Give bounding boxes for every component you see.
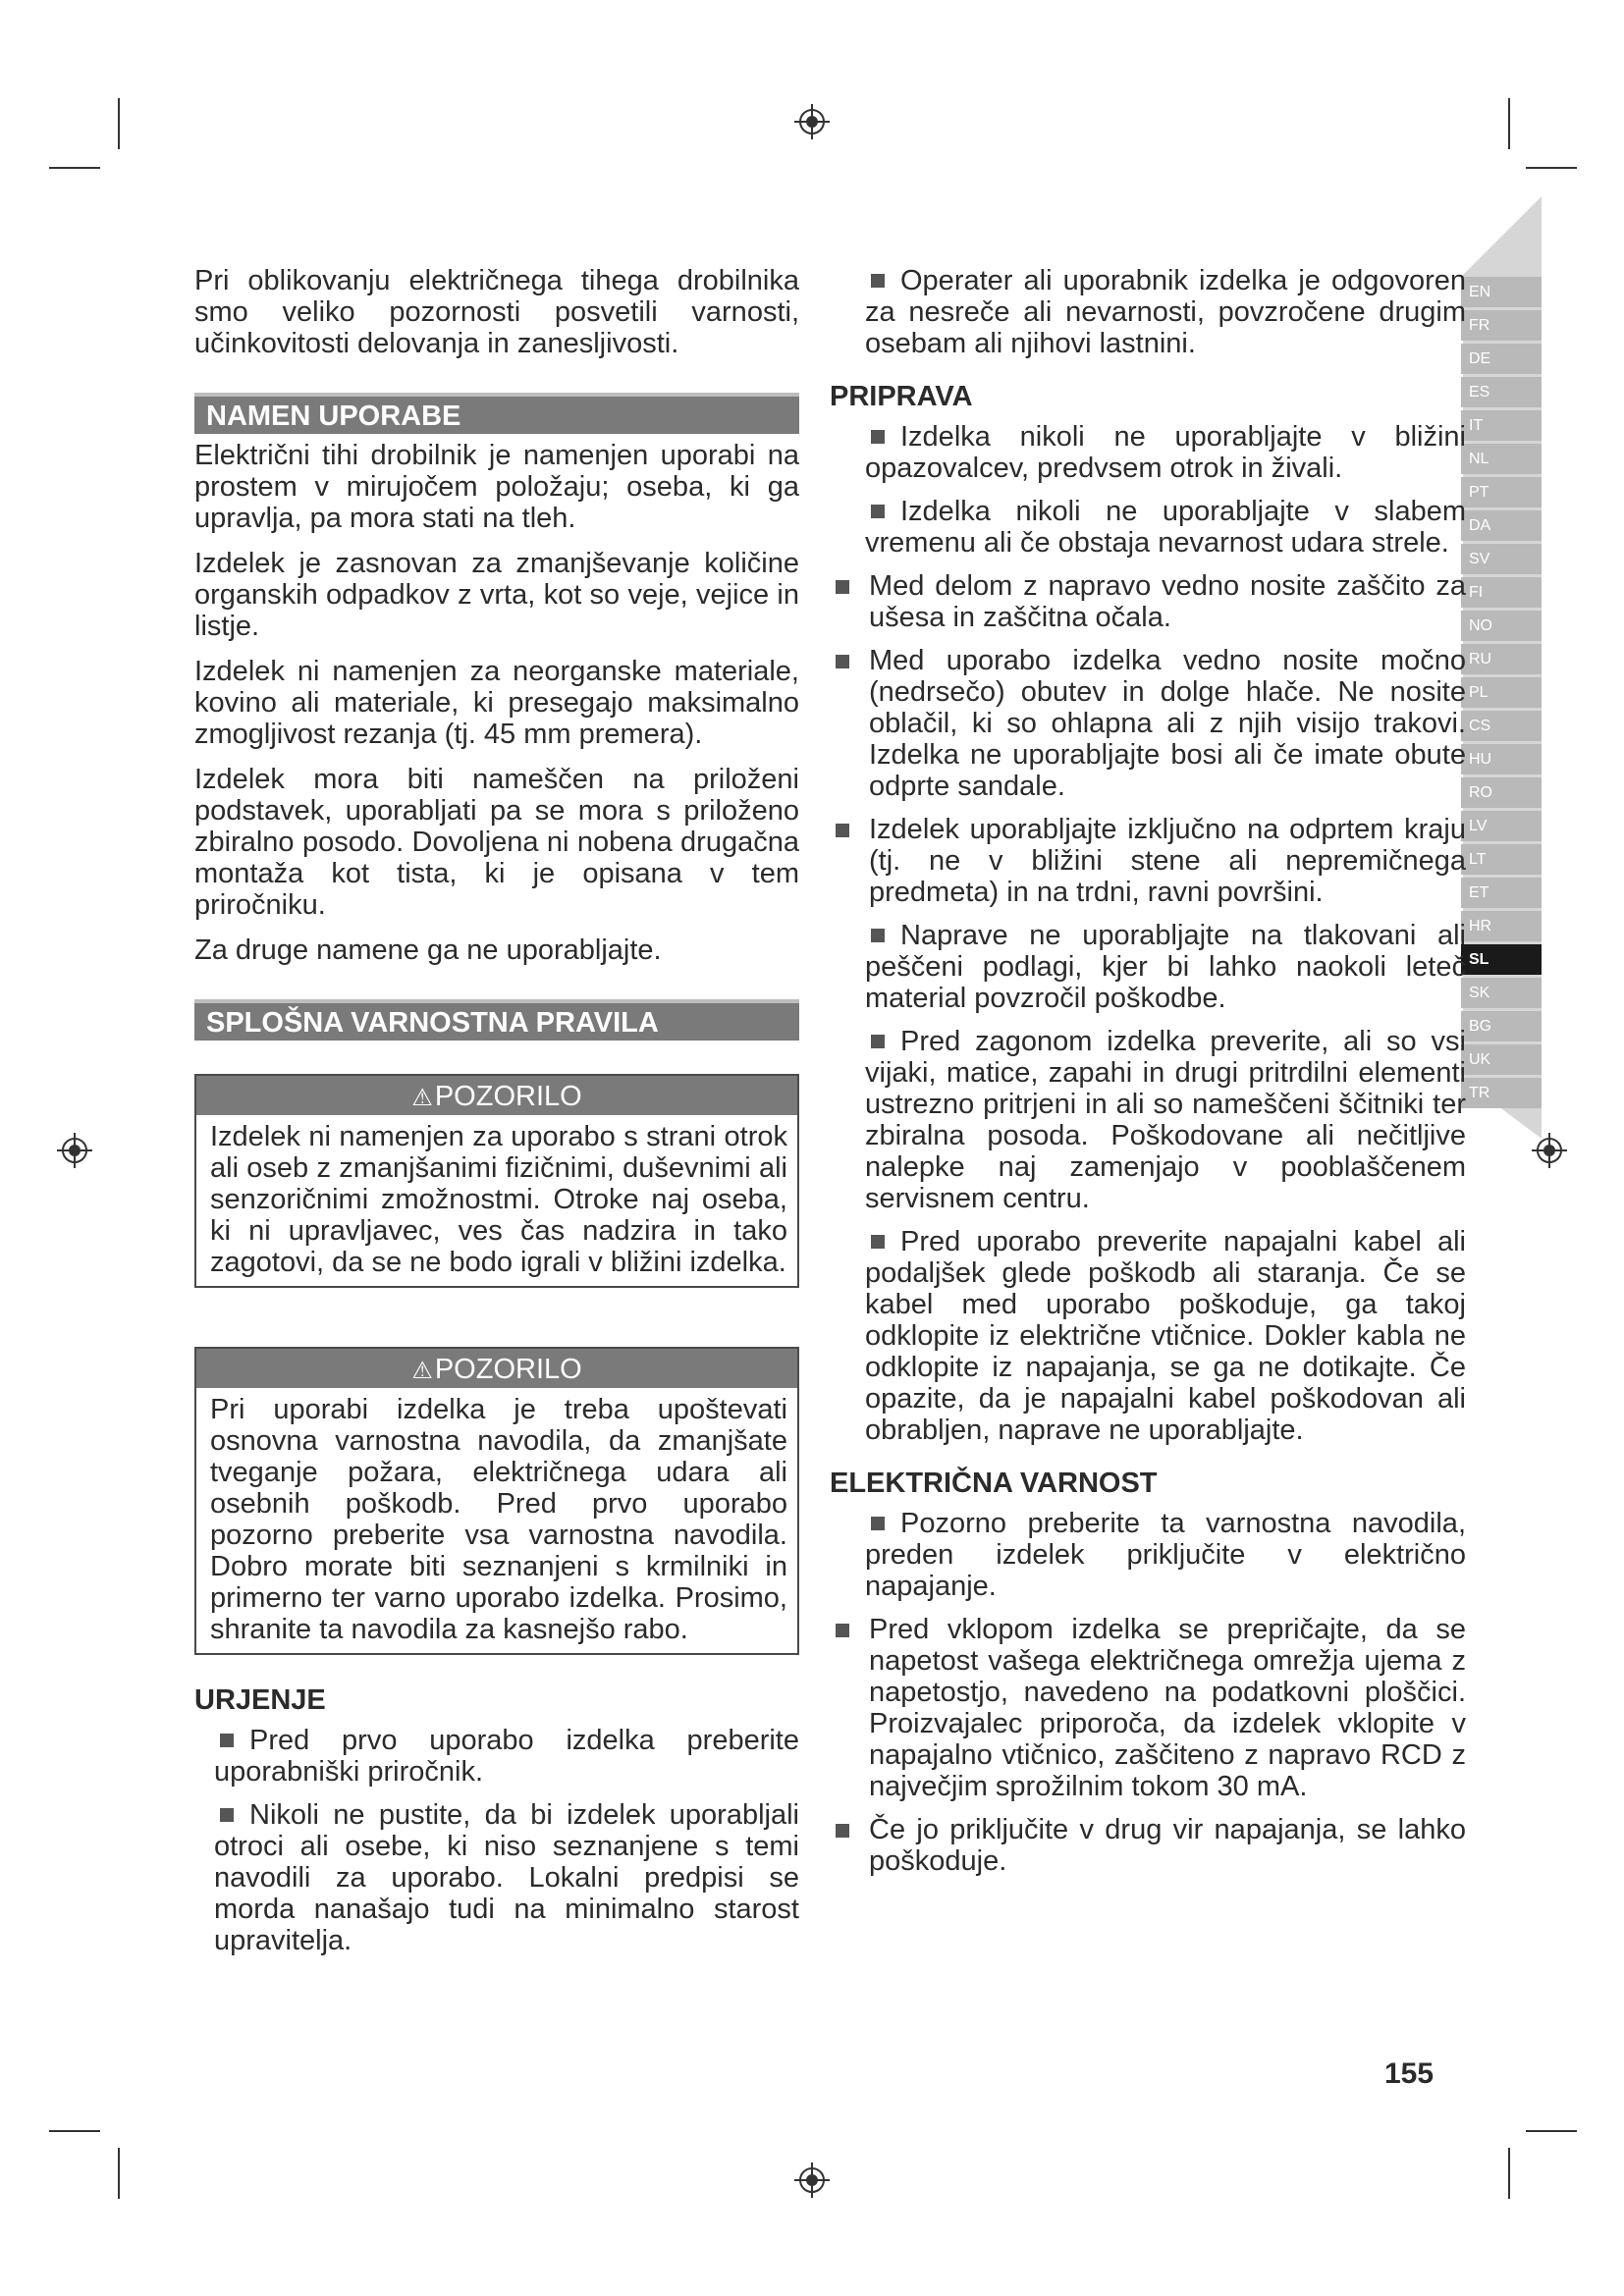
language-tab-sk[interactable]: SK <box>1461 978 1542 1008</box>
urjenje-heading: URJENJE <box>194 1684 326 1716</box>
page-number: 155 <box>1384 2057 1435 2090</box>
elektricna-varnost-heading: ELEKTRIČNA VARNOST <box>830 1468 1158 1499</box>
language-tab-hu[interactable]: HU <box>1461 744 1542 774</box>
language-tab-cs[interactable]: CS <box>1461 711 1542 741</box>
bullet-square-icon <box>836 1824 849 1838</box>
bullet-square-icon <box>220 1808 234 1822</box>
language-tab-uk[interactable]: UK <box>1461 1044 1542 1075</box>
bullet-square-icon <box>871 929 885 942</box>
language-tab-pt[interactable]: PT <box>1461 477 1542 507</box>
namen-uporabe-heading: NAMEN UPORABE <box>194 393 799 434</box>
language-tab-tr[interactable]: TR <box>1461 1078 1542 1108</box>
list-item: Če jo priključite v drug vir napajanja, se lahko poškoduje. <box>830 1814 1466 1877</box>
warning-box <box>194 1074 799 1288</box>
left-column <box>194 265 799 1968</box>
crop-mark <box>1508 98 1510 149</box>
language-tab-de[interactable]: DE <box>1461 344 1542 374</box>
warning-title: POZORILO <box>434 1354 582 1385</box>
paragraph: Električni tihi drobilnik je namenjen uporabi na prostem v mirujočem položaju; oseba, ki ga upravlja, pa mora stati na tleh. <box>194 440 799 534</box>
splosna-pravila-heading: SPLOŠNA VARNOSTNA PRAVILA <box>194 999 799 1041</box>
bullet-square-icon <box>871 274 885 288</box>
intro-paragraph: Pri oblikovanju električnega tihega drobilnika smo veliko pozornosti posvetili varnosti, učinkovitosti delovanja in zanesljivosti. <box>194 265 799 359</box>
crop-mark <box>49 2130 100 2132</box>
warning-title: POZORILO <box>434 1081 582 1112</box>
bullet-square-icon <box>871 430 885 444</box>
language-tab-fr[interactable]: FR <box>1461 310 1542 341</box>
list-item: Izdelka nikoli ne uporabljajte v bližini opazovalcev, predvsem otrok in živali. <box>865 421 1466 484</box>
bullet-square-icon <box>871 1035 885 1048</box>
language-tab-sl[interactable]: SL <box>1461 944 1542 975</box>
crop-mark <box>1526 167 1577 169</box>
bullet-square-icon <box>836 655 849 668</box>
bullet-square-icon <box>871 505 885 518</box>
warning-triangle-icon: ⚠ <box>411 1358 433 1384</box>
warning-text: Izdelek ni namenjen za uporabo s strani otrok ali oseb z zmanjšanimi fizičnimi, duševnimi ali senzoričnimi zmožnostmi. Otroke naj oseba, ki ni upravljavec, ves čas nadzira in tako zagotovi, da se ne bodo igrali v bližini izdelka. <box>210 1121 787 1278</box>
language-tab-sv[interactable]: SV <box>1461 544 1542 574</box>
language-tab-lt[interactable]: LT <box>1461 844 1542 875</box>
crop-mark <box>118 2148 120 2199</box>
language-tab-pl[interactable]: PL <box>1461 677 1542 708</box>
registration-mark-icon <box>792 102 832 141</box>
crop-mark <box>49 167 100 169</box>
list-item: Pred prvo uporabo izdelka preberite uporabniški priročnik. <box>214 1725 799 1788</box>
list-item: Operater ali uporabnik izdelka je odgovoren za nesreče ali nevarnosti, povzročene drugim osebam ali njihovi lastnini. <box>865 265 1466 359</box>
language-tab-da[interactable]: DA <box>1461 510 1542 541</box>
language-tab-es[interactable]: ES <box>1461 377 1542 407</box>
language-tab-en[interactable]: EN <box>1461 277 1542 307</box>
list-item: Med delom z napravo vedno nosite zaščito za ušesa in zaščitna očala. <box>830 570 1466 633</box>
list-item: Izdelek uporabljajte izključno na odprtem kraju (tj. ne v bližini stene ali nepremičnega predmeta) in na trdni, ravni površini. <box>830 814 1466 908</box>
crop-mark <box>118 98 120 149</box>
registration-mark-icon <box>792 2161 832 2200</box>
list-item: Pred uporabo preverite napajalni kabel ali podaljšek glede poškodb ali staranja. Če se kabel med uporabo poškoduje, ga takoj odklopite iz električne vtičnice. Dokler kabla ne odklopite iz napajanja, se ga ne dotikajte. Če opazite, da je napajalni kabel poškodovan ali obrabljen, naprave ne uporabljajte. <box>865 1226 1466 1446</box>
language-tabs <box>1461 277 1542 1111</box>
bullet-square-icon <box>871 1235 885 1249</box>
list-item: Naprave ne uporabljajte na tlakovani ali peščeni podlagi, kjer bi lahko naokoli leteč material povzročil poškodbe. <box>865 920 1466 1014</box>
language-tab-fi[interactable]: FI <box>1461 577 1542 608</box>
language-tab-ru[interactable]: RU <box>1461 644 1542 674</box>
paragraph: Za druge namene ga ne uporabljajte. <box>194 934 662 966</box>
registration-mark-icon <box>55 1131 94 1170</box>
warning-triangle-icon: ⚠ <box>411 1085 433 1111</box>
paragraph: Izdelek je zasnovan za zmanjševanje količine organskih odpadkov z vrta, kot so veje, vejice in listje. <box>194 548 799 642</box>
bullet-square-icon <box>836 824 849 837</box>
bullet-square-icon <box>836 1624 849 1637</box>
language-tab-ro[interactable]: RO <box>1461 777 1542 808</box>
warning-header <box>196 1349 797 1388</box>
language-tab-hr[interactable]: HR <box>1461 911 1542 941</box>
paragraph: Izdelek ni namenjen za neorganske materiale, kovino ali materiale, ki presegajo maksimalno zmogljivost rezanja (tj. 45 mm premera). <box>194 656 799 750</box>
warning-text: Pri uporabi izdelka je treba upoštevati osnovna varnostna navodila, da zmanjšate tveganje požara, električnega udara ali osebnih poškodb. Pred prvo uporabo pozorno preberite vsa varnostna navodila. Dobro morate biti seznanjeni s krmilniki in primerno ter varno uporabo izdelka. Prosimo, shranite ta navodila za kasnejšo rabo. <box>210 1394 787 1645</box>
list-item: Izdelka nikoli ne uporabljajte v slabem vremenu ali če obstaja nevarnost udara strele. <box>865 496 1466 559</box>
bullet-square-icon <box>220 1734 234 1747</box>
list-item: Pozorno preberite ta varnostna navodila, preden izdelek priključite v električno napajanje. <box>865 1508 1466 1602</box>
language-tab-it[interactable]: IT <box>1461 410 1542 441</box>
right-column <box>830 265 1466 1889</box>
language-tab-bg[interactable]: BG <box>1461 1011 1542 1041</box>
language-tab-lv[interactable]: LV <box>1461 811 1542 841</box>
language-tab-et[interactable]: ET <box>1461 878 1542 908</box>
warning-box <box>194 1347 799 1655</box>
language-tab-no[interactable]: NO <box>1461 611 1542 641</box>
list-item: Pred zagonom izdelka preverite, ali so vsi vijaki, matice, zapahi in drugi pritrdilni elementi ustrezno pritrjeni in ali so nameščeni ščitniki ter zbiralna posoda. Poškodovane ali nečitljive nalepke naj zamenjajo v pooblaščenem servisnem centru. <box>865 1026 1466 1214</box>
priprava-heading: PRIPRAVA <box>830 381 973 412</box>
list-item: Nikoli ne pustite, da bi izdelek uporabljali otroci ali osebe, ki niso seznanjene s temi navodili za uporabo. Lokalni predpisi se morda nanašajo tudi na minimalno starost upravitelja. <box>214 1799 799 1956</box>
paragraph: Izdelek mora biti nameščen na priloženi podstavek, uporabljati pa se mora s priloženo zbiralno posodo. Dovoljena ni nobena drugačna montaža kot tista, ki je opisana v tem priročniku. <box>194 764 799 921</box>
list-item: Med uporabo izdelka vedno nosite močno (nedrsečo) obutev in dolge hlače. Ne nosite oblačil, ki so ohlapna ali z njih visijo trakovi. Izdelka ne uporabljajte bosi ali če imate obute odprte sandale. <box>830 645 1466 802</box>
language-tab-nl[interactable]: NL <box>1461 444 1542 474</box>
bullet-square-icon <box>836 580 849 594</box>
crop-mark <box>1508 2148 1510 2199</box>
warning-header <box>196 1076 797 1115</box>
crop-mark <box>1526 2130 1577 2132</box>
list-item: Pred vklopom izdelka se prepričajte, da se napetost vašega električnega omrežja ujema z napetostjo, navedeno na podatkovni ploščici. Proizvajalec priporoča, da izdelek vklopite v napajalno vtičnico, zaščiteno z napravo RCD z največjim sprožilnim tokom 30 mA. <box>830 1614 1466 1802</box>
bullet-square-icon <box>871 1517 885 1530</box>
